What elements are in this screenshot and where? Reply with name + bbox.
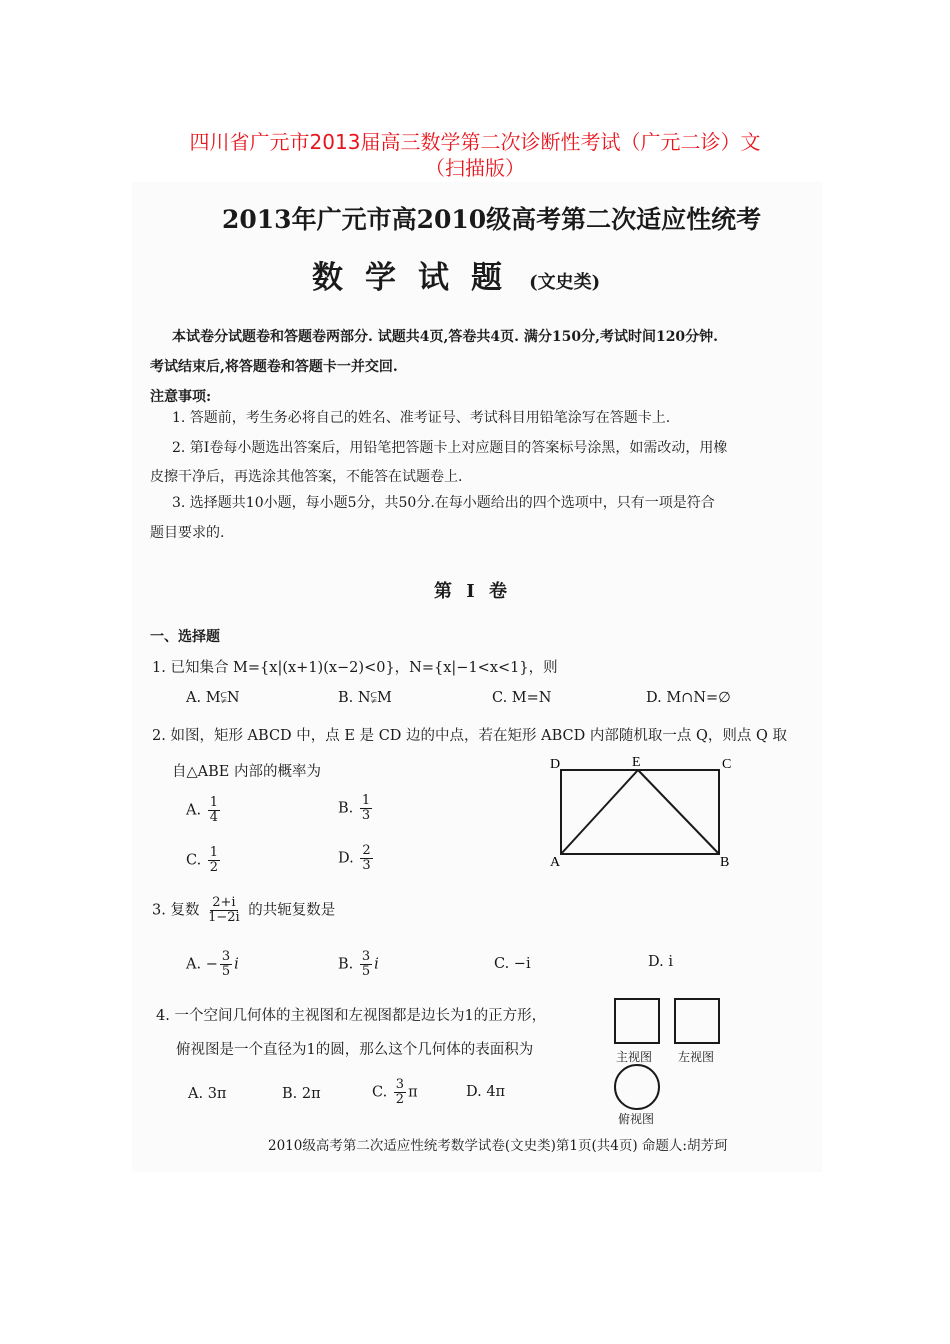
top-view-circle xyxy=(614,1064,660,1110)
left-view-label: 左视图 xyxy=(678,1050,715,1064)
q2-option-b xyxy=(338,794,374,823)
q1-option-d: D. M∩N=∅ xyxy=(646,690,731,706)
label-c: C xyxy=(722,757,732,772)
q3-option-b xyxy=(338,950,379,979)
intro-line2: 考试结束后,将答题卷和答题卡一并交回. xyxy=(150,359,398,375)
front-view-label: 主视图 xyxy=(616,1050,653,1064)
q3-option-b-label: B. xyxy=(338,956,354,973)
q4-option-b: B. 2π xyxy=(282,1086,321,1102)
fraction-denominator: 4 xyxy=(209,810,218,825)
q2-option-a-fraction xyxy=(208,796,220,825)
q3-option-b-fraction xyxy=(360,950,372,979)
label-d: D xyxy=(550,757,561,772)
q3-fraction xyxy=(206,896,242,925)
q3-option-a-tail: i xyxy=(234,956,239,973)
q2-option-b-fraction xyxy=(360,794,372,823)
part-heading: 一、选择题 xyxy=(150,629,220,645)
fraction-denominator: 3 xyxy=(361,808,371,823)
q2-option-d xyxy=(338,844,375,873)
q2-rectangle-figure xyxy=(540,752,740,867)
note-3-line1: 3. 选择题共10小题，每小题5分，共50分.在每小题给出的四个选项中，只有一项是符合 xyxy=(172,495,715,511)
q3-option-a xyxy=(186,950,239,979)
q3-option-a-fraction xyxy=(220,950,232,979)
fraction-numerator: 1 xyxy=(361,793,371,808)
fraction-denominator: 3 xyxy=(362,858,371,873)
segment-ae xyxy=(561,770,638,854)
q2-option-b-label: B. xyxy=(338,800,354,817)
q4-option-c xyxy=(372,1078,418,1107)
label-e: E xyxy=(632,755,641,770)
q3-stem-prefix: 3. 复数 xyxy=(152,902,200,919)
fraction-numerator: 1 xyxy=(209,795,218,810)
q2-option-c-label: C. xyxy=(186,852,202,869)
q4-option-c-fraction xyxy=(394,1078,406,1107)
q3-option-a-label: A. − xyxy=(186,956,218,973)
intro-line1: 本试卷分试题卷和答题卷两部分. 试题共4页,答卷共4页. 满分150分,考试时间120分钟. xyxy=(172,329,719,345)
q2-option-c-fraction xyxy=(208,846,220,875)
document-title-line1: 四川省广元市2013届高三数学第二次诊断性考试（广元二诊）文 xyxy=(189,130,761,154)
left-view-square xyxy=(674,998,720,1044)
q1-option-a: A. M⫋N xyxy=(186,690,240,706)
q1-option-c: C. M=N xyxy=(492,690,552,706)
exam-subject-block xyxy=(312,252,600,297)
q1-stem: 1. 已知集合 M={x|(x+1)(x−2)<0}，N={x|−1<x<1}，则 xyxy=(152,660,558,676)
fraction-denominator: 5 xyxy=(361,964,371,979)
q3-stem xyxy=(152,896,335,925)
q4-option-c-tail: π xyxy=(408,1084,418,1101)
note-3-line2: 题目要求的. xyxy=(150,525,225,541)
exam-subject: 数学试题 xyxy=(312,260,524,296)
q4-option-c-label: C. xyxy=(372,1084,388,1101)
q2-option-d-fraction xyxy=(360,844,372,873)
q3-option-d: D. i xyxy=(648,954,673,970)
fraction-numerator: 3 xyxy=(221,949,231,964)
q2-stem-line2: 自△ABE 内部的概率为 xyxy=(172,764,321,780)
note-2-line1: 2. 第Ⅰ卷每小题选出答案后，用铅笔把答题卡上对应题目的答案标号涂黑，如需改动，用橡 xyxy=(172,440,728,456)
q2-option-c xyxy=(186,846,222,875)
q2-stem-line1: 2. 如图，矩形 ABCD 中，点 E 是 CD 边的中点，若在矩形 ABCD 内部随机取一点 Q，则点 Q 取 xyxy=(152,728,787,744)
segment-be xyxy=(638,770,719,854)
note-1: 1. 答题前，考生务必将自己的姓名、准考证号、考试科目用铅笔涂写在答题卡上. xyxy=(172,410,671,426)
rectangle-abcd xyxy=(561,770,719,854)
q1-option-b: B. N⫋M xyxy=(338,690,392,706)
q2-option-d-label: D. xyxy=(338,850,354,867)
fraction-numerator: 3 xyxy=(395,1077,405,1092)
exam-subject-type: (文史类) xyxy=(529,272,601,293)
label-a: A xyxy=(550,855,561,867)
q3-option-b-tail: i xyxy=(374,956,379,973)
fraction-denominator: 1−2i xyxy=(208,910,240,925)
q3-stem-suffix: 的共轭复数是 xyxy=(248,902,336,919)
q4-option-d: D. 4π xyxy=(466,1084,506,1100)
q2-option-a-label: A. xyxy=(186,802,202,819)
top-view-label: 俯视图 xyxy=(618,1112,655,1126)
q3-option-c: C. −i xyxy=(494,956,531,972)
q4-stem-line2: 俯视图是一个直径为1的圆，那么这个几何体的表面积为 xyxy=(176,1042,534,1058)
note-2-line2: 皮擦干净后，再选涂其他答案，不能答在试题卷上. xyxy=(150,469,463,485)
fraction-denominator: 2 xyxy=(209,860,219,875)
page-footer: 2010级高考第二次适应性统考数学试卷(文史类)第1页(共4页) 命题人:胡芳珂 xyxy=(268,1138,728,1154)
label-b: B xyxy=(720,855,730,867)
document-title-line2: （扫描版） xyxy=(425,156,525,180)
fraction-numerator: 3 xyxy=(361,949,371,964)
q2-option-a xyxy=(186,796,222,825)
notes-heading: 注意事项: xyxy=(150,389,212,405)
section-title: 第 Ⅰ 卷 xyxy=(434,581,511,602)
fraction-numerator: 2 xyxy=(362,843,371,858)
fraction-numerator: 2+i xyxy=(212,895,236,910)
front-view-square xyxy=(614,998,660,1044)
q4-option-a: A. 3π xyxy=(188,1086,227,1102)
fraction-denominator: 2 xyxy=(395,1092,405,1107)
fraction-denominator: 5 xyxy=(221,964,231,979)
q4-stem-line1: 4. 一个空间几何体的主视图和左视图都是边长为1的正方形， xyxy=(156,1008,547,1024)
exam-title: 2013年广元市高2010级高考第二次适应性统考 xyxy=(222,205,762,234)
fraction-numerator: 1 xyxy=(209,845,219,860)
